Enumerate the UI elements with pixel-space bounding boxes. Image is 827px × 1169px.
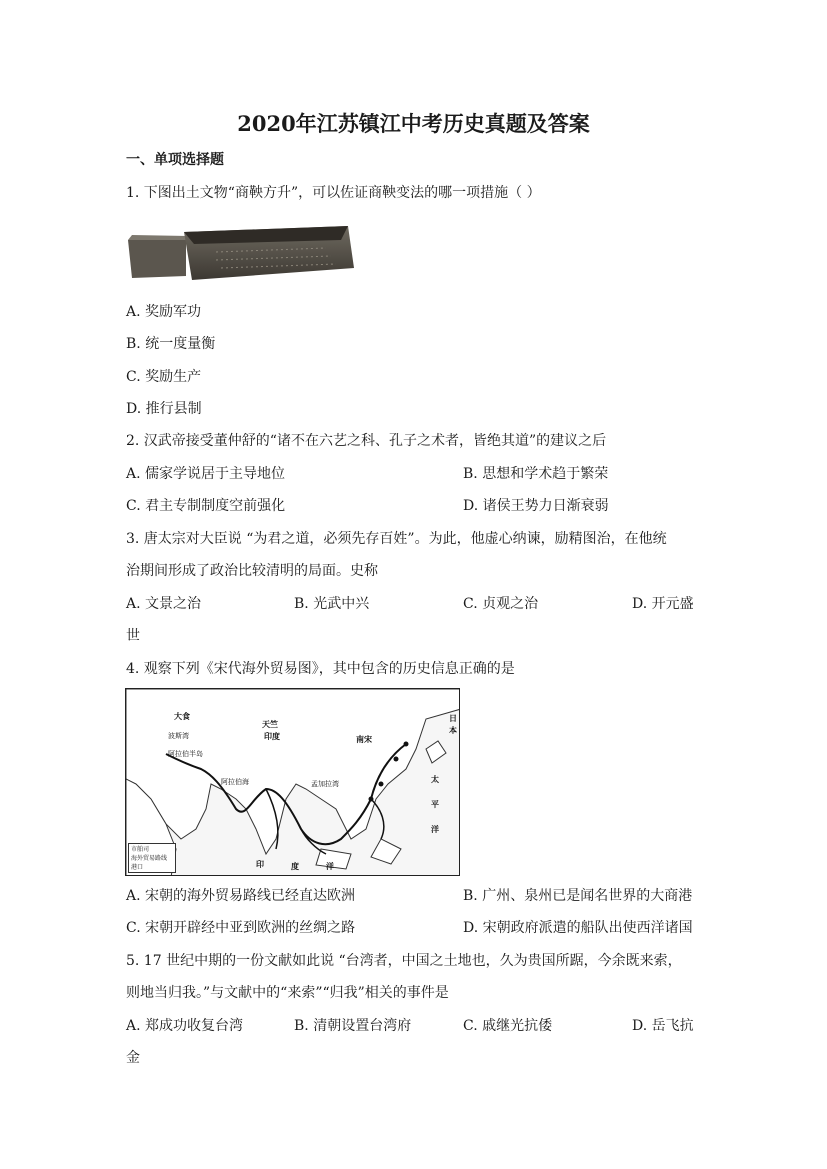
legend-item-port: 港口 (131, 864, 144, 871)
map-label-du: 度 (291, 861, 299, 871)
song-trade-map (125, 688, 460, 876)
map-label-tianzhu: 天竺 (262, 719, 278, 729)
map-label-india: 印度 (264, 731, 280, 741)
map-label-persian-gulf: 波斯湾 (168, 732, 189, 740)
map-legend (128, 843, 176, 873)
question-3-option-a: A. 文景之治 (126, 596, 202, 612)
map-label-ping: 平 (431, 799, 439, 809)
map-label-dashi: 大食 (174, 711, 190, 721)
question-5-option-d-wrap: 金 (126, 1050, 140, 1066)
map-label-ri: 日 (449, 713, 457, 723)
map-label-yin: 印 (256, 859, 264, 869)
question-2-option-a: A. 儒家学说居于主导地位 (126, 466, 286, 482)
map-label-bay-of-bengal: 孟加拉湾 (311, 780, 339, 788)
question-4-option-a: A. 宋朝的海外贸易路线已经直达欧洲 (126, 888, 356, 904)
question-3-option-d: D. 开元盛 (632, 596, 694, 612)
legend-item-shibosi: 市舶司 (131, 846, 150, 853)
question-1-option-b: B. 统一度量衡 (126, 336, 216, 352)
question-2-stem: 2. 汉武帝接受董仲舒的“诸不在六艺之科、孔子之术者，皆绝其道”的建议之后 (126, 433, 607, 449)
question-2-option-b: B. 思想和学术趋于繁荣 (463, 466, 609, 482)
map-label-southern-song: 南宋 (356, 734, 372, 744)
page-title: 2020年江苏镇江中考历史真题及答案 (237, 111, 590, 136)
question-5-option-b: B. 清朝设置台湾府 (294, 1018, 412, 1034)
question-2-option-d: D. 诸侯王势力日渐衰弱 (463, 498, 609, 514)
question-2-option-c: C. 君主专制制度空前强化 (126, 498, 286, 514)
map-label-tai: 太 (431, 774, 439, 784)
question-1-option-a: A. 奖励军功 (126, 304, 202, 320)
map-label-yang-pacific: 洋 (431, 824, 439, 834)
question-3-option-c: C. 贞观之治 (463, 596, 539, 612)
question-4-stem: 4. 观察下列《宋代海外贸易图》，其中包含的历史信息正确的是 (126, 661, 515, 677)
question-3-stem-line-1: 3. 唐太宗对大臣说 “为君之道，必须先存百姓”。为此，他虚心纳谏，励精图治，在他统 (126, 531, 667, 547)
question-1-stem: 1. 下图出土文物“商鞅方升”，可以佐证商鞅变法的哪一项措施（ ） (126, 185, 541, 201)
question-5-stem-line-2: 则地当归我。”与文献中的“来索”“归我”相关的事件是 (126, 985, 449, 1001)
question-4-option-b: B. 广州、泉州已是闻名世界的大商港 (463, 888, 693, 904)
question-3-option-d-wrap: 世 (126, 628, 140, 644)
artifact-image-shang-yang-fangsheng (126, 218, 356, 284)
map-label-ben: 本 (449, 725, 457, 735)
question-5-option-d: D. 岳飞抗 (632, 1018, 694, 1034)
legend-item-trade-route: 海外贸易路线 (131, 855, 168, 862)
question-5-option-a: A. 郑成功收复台湾 (126, 1018, 244, 1034)
question-4-option-c: C. 宋朝开辟经中亚到欧洲的丝绸之路 (126, 920, 356, 936)
question-1-option-c: C. 奖励生产 (126, 369, 202, 385)
question-5-stem-line-1: 5. 17 世纪中期的一份文献如此说 “台湾者，中国之土地也，久为贵国所踞，今余既来索， (126, 953, 682, 969)
question-3-stem-line-2: 治期间形成了政治比较清明的局面。史称 (126, 563, 378, 579)
map-label-arabian-peninsula: 阿拉伯半岛 (168, 750, 203, 758)
question-5-option-c: C. 戚继光抗倭 (463, 1018, 553, 1034)
map-label-yang: 洋 (326, 861, 334, 871)
question-4-option-d: D. 宋朝政府派遣的船队出使西洋诸国 (463, 920, 693, 936)
question-3-option-b: B. 光武中兴 (294, 596, 370, 612)
section-heading: 一、单项选择题 (126, 152, 224, 168)
map-label-arabian-sea: 阿拉伯海 (221, 778, 249, 786)
question-1-option-d: D. 推行县制 (126, 401, 202, 417)
